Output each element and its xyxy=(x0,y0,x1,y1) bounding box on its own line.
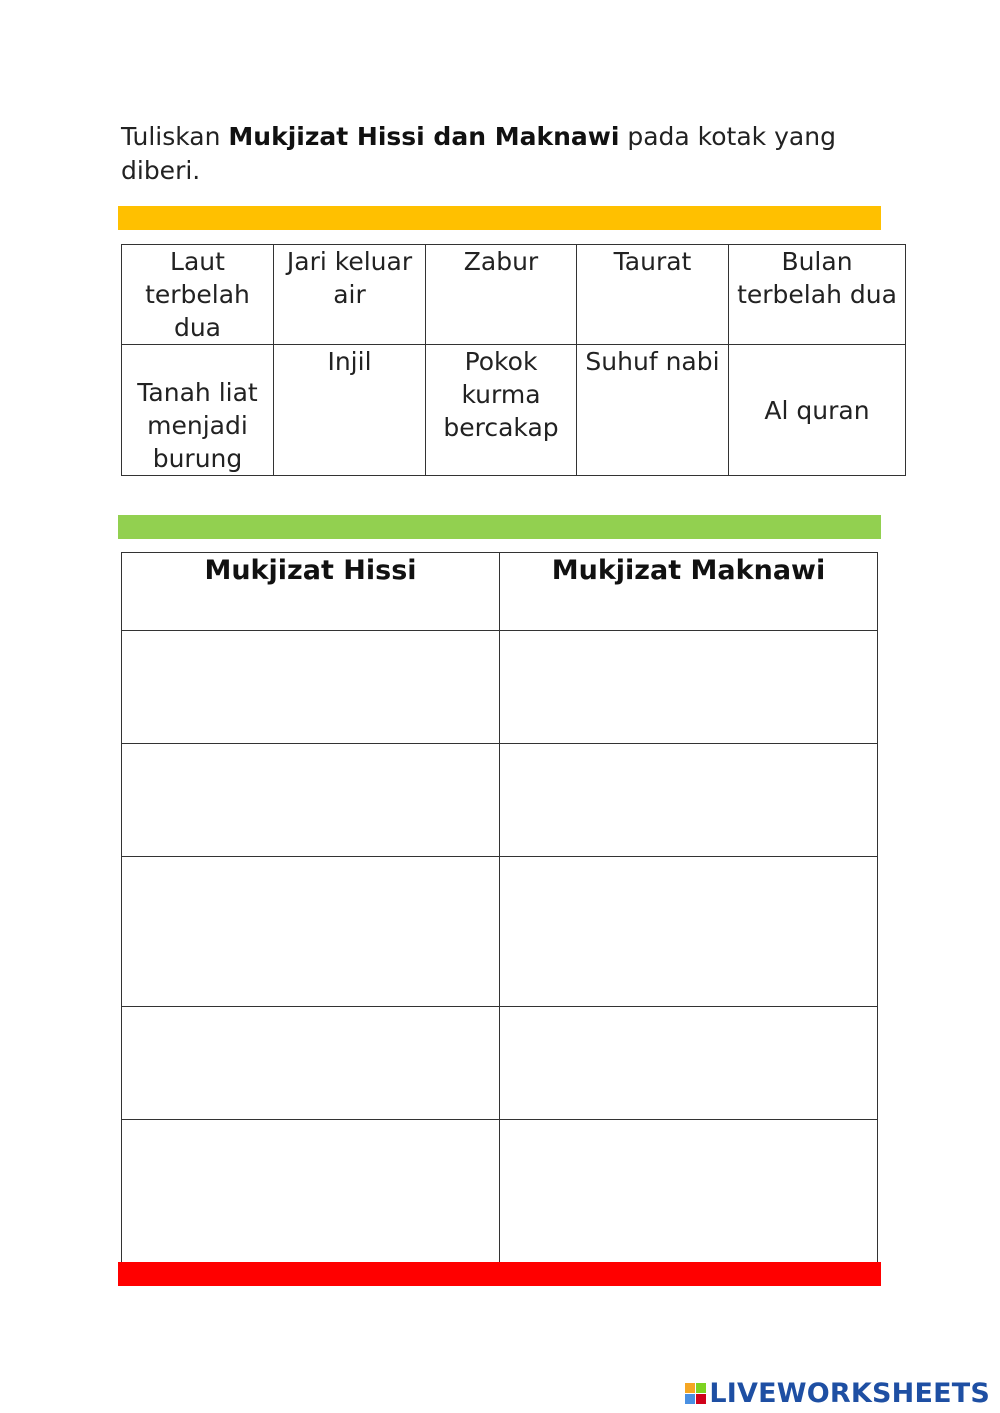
liveworksheets-logo xyxy=(685,1376,990,1410)
word-bank-row xyxy=(122,345,906,476)
hissi-drop-zone[interactable] xyxy=(122,1007,500,1120)
maknawi-drop-zone[interactable] xyxy=(500,857,878,1007)
instruction-suffix: pada kotak yang diberi. xyxy=(121,122,836,185)
maknawi-drop-zone[interactable] xyxy=(500,631,878,744)
word-bank-cell[interactable]: Suhuf nabi xyxy=(577,345,729,476)
word-bank-cell[interactable]: Bulan terbelah dua xyxy=(729,245,906,345)
word-bank-cell[interactable]: Al quran xyxy=(729,345,906,476)
logo-text: LIVEWORKSHEETS xyxy=(709,1377,990,1409)
word-bank-cell[interactable]: Injil xyxy=(274,345,426,476)
instruction-bold: Mukjizat Hissi dan Maknawi xyxy=(228,122,620,151)
answer-table xyxy=(121,552,878,1269)
maknawi-drop-zone[interactable] xyxy=(500,1120,878,1269)
maknawi-drop-zone[interactable] xyxy=(500,1007,878,1120)
header-mukjizat-hissi: Mukjizat Hissi xyxy=(122,553,500,631)
hissi-drop-zone[interactable] xyxy=(122,857,500,1007)
answer-header-row xyxy=(122,553,878,631)
word-bank-row xyxy=(122,245,906,345)
answer-row xyxy=(122,857,878,1007)
answer-row xyxy=(122,631,878,744)
yellow-divider-bar xyxy=(118,206,881,230)
maknawi-drop-zone[interactable] xyxy=(500,744,878,857)
word-bank-cell[interactable]: Pokok kurma bercakap xyxy=(426,345,577,476)
word-bank-cell[interactable]: Taurat xyxy=(577,245,729,345)
instruction-text xyxy=(121,120,881,188)
green-divider-bar xyxy=(118,515,881,539)
liveworksheets-logo-icon xyxy=(685,1383,706,1404)
header-mukjizat-maknawi: Mukjizat Maknawi xyxy=(500,553,878,631)
word-bank-cell[interactable]: Tanah liat menjadi burung xyxy=(122,345,274,476)
answer-row xyxy=(122,744,878,857)
instruction-prefix: Tuliskan xyxy=(121,122,229,151)
word-bank-table xyxy=(121,244,906,476)
word-bank-cell[interactable]: Zabur xyxy=(426,245,577,345)
answer-row xyxy=(122,1120,878,1269)
hissi-drop-zone[interactable] xyxy=(122,1120,500,1269)
word-bank-cell[interactable]: Jari keluar air xyxy=(274,245,426,345)
answer-row xyxy=(122,1007,878,1120)
red-divider-bar xyxy=(118,1262,881,1286)
hissi-drop-zone[interactable] xyxy=(122,744,500,857)
word-bank-cell[interactable]: Laut terbelah dua xyxy=(122,245,274,345)
hissi-drop-zone[interactable] xyxy=(122,631,500,744)
